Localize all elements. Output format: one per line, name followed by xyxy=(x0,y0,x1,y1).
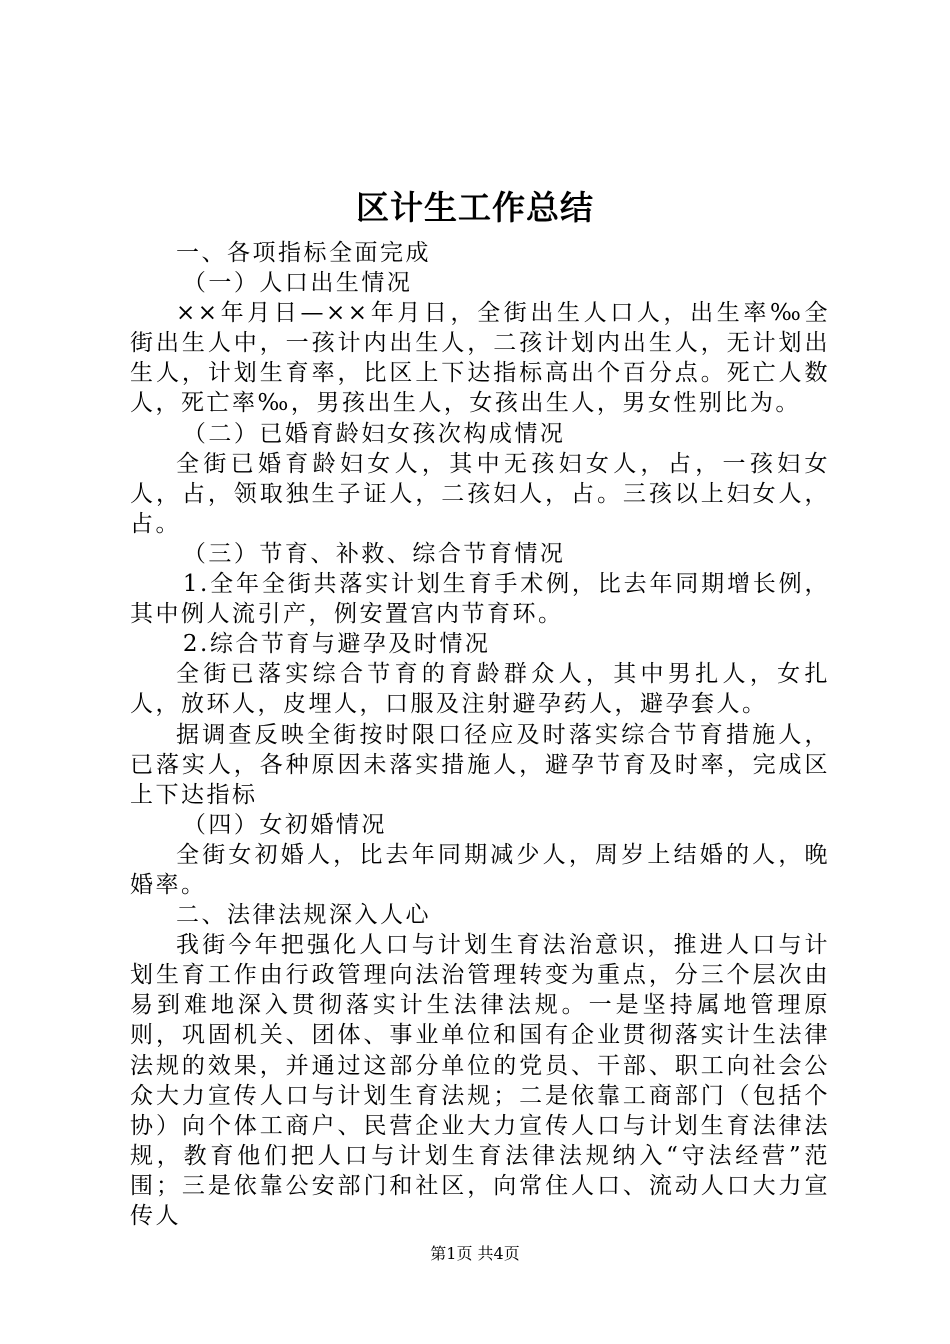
paragraph-section-1-heading: 一、各项指标全面完成 xyxy=(176,240,431,266)
page-footer: 第1页 共4页 xyxy=(430,1244,520,1263)
paragraph-contraception-stats: 全街已落实综合节育的育龄群众人，其中男扎人，女扎人，放环人，皮埋人，口服及注射避孕药人，避孕套人。 xyxy=(130,661,830,718)
paragraph-marriage-stats: 全街女初婚人，比去年同期减少人，周岁上结婚的人，晚婚率。 xyxy=(130,841,830,898)
paragraph-subsection-1-heading: （一）人口出生情况 xyxy=(182,270,413,297)
paragraph-women-composition: 全街已婚育龄妇女人，其中无孩妇女人，占，一孩妇女人，占，领取独生子证人，二孩妇人，占。三孩以上妇女人，占。 xyxy=(130,450,830,537)
paragraph-item-1: 1.全年全街共落实计划生育手术例，比去年同期增长例，其中例人流引产，例安置宫内节育环。 xyxy=(130,571,830,628)
document-body xyxy=(130,238,830,1231)
paragraph-subsection-4-heading: （四）女初婚情况 xyxy=(182,811,387,838)
paragraph-item-2-heading: 2.综合节育与避孕及时情况 xyxy=(182,631,491,658)
document-title: 区计生工作总结 xyxy=(356,188,594,227)
paragraph-birth-stats: ××年月日—××年月日，全街出生人口人，出生率‰全街出生人中，一孩计内出生人，二孩计划内出生人，无计划出生人，计划生育率，比区上下达指标高出个百分点。死亡人数人，死亡率‰，男孩出生人，女孩出生人，男女性别比为。 xyxy=(130,300,830,417)
paragraph-subsection-2-heading: （二）已婚育龄妇女孩次构成情况 xyxy=(182,420,566,447)
paragraph-section-2-heading: 二、法律法规深入人心 xyxy=(176,902,431,929)
paragraph-subsection-3-heading: （三）节育、补救、综合节育情况 xyxy=(182,540,566,567)
paragraph-survey-stats: 据调查反映全街按时限口径应及时落实综合节育措施人，已落实人，各种原因未落实措施人，避孕节育及时率，完成区上下达指标 xyxy=(130,721,830,808)
paragraph-law-promotion: 我街今年把强化人口与计划生育法治意识，推进人口与计划生育工作由行政管理向法治管理转变为重点，分三个层次由易到难地深入贯彻落实计生法律法规。一是坚持属地管理原则，巩固机关、团体、事业单位和国有企业贯彻落实计生法律法规的效果，并通过这部分单位的党员、干部、职工向社会公众大力宣传人口与计划生育法规；二是依靠工商部门（包括个协）向个体工商户、民营企业大力宣传人口与计划生育法律法规，教育他们把人口与计划生育法律法规纳入“守法经营”范围；三是依靠公安部门和社区，向常住人口、流动人口大力宣传人 xyxy=(130,932,830,1229)
